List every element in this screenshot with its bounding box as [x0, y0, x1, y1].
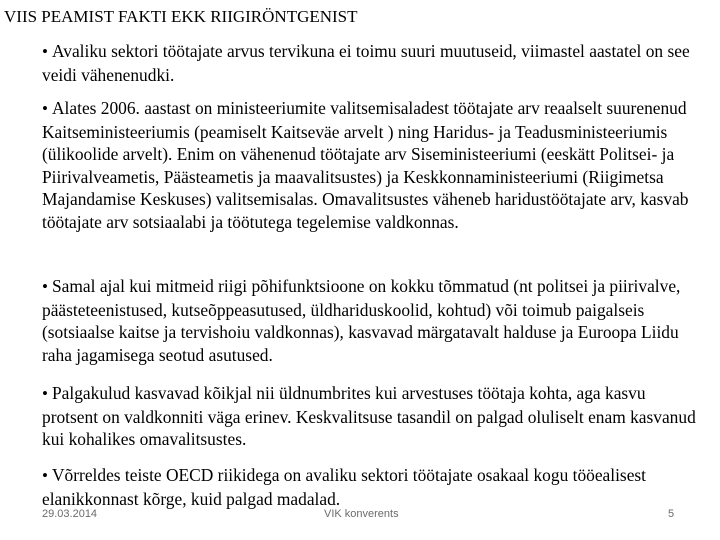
bullet-text: Palgakulud kasvavad kõikjal nii üldnumbrites kui arvestuses töötaja kohta, aga kasvu protsent on valdkonniti väga erinev. Keskvalitsuse tasandil on palgad oluliselt enam kasvanud kui kohalikes omavalitsustes. [42, 383, 696, 449]
bullet-text: Samal ajal kui mitmeid riigi põhifunktsioone on kokku tõmmatud (nt politsei ja piirivalve, päästeteenistused, kutseõppeasutused, üldhariduskoolid, kohtud) või toimub paigalseis (sotsiaalse kaitse ja tervishoiu valdkonnas), kasvavad märgatavalt halduse ja Euroopa Liidu raha jagamisega seotud asutused. [42, 276, 681, 365]
bullet-dot-icon: • [42, 384, 48, 403]
footer-date: 29.03.2014 [42, 508, 98, 520]
bullet-text: Alates 2006. aastast on ministeeriumite valitsemisaladest töötajate arv reaalselt suurenenud Kaitseministeeriumis (peamiselt Kaitseväe arvelt ) ning Haridus- ja Teadusministeeriumis (ülikoolide arvelt). Enim on vähenenud töötajate arv Siseministeeriumi (eeskätt Politsei- ja Piirivalveametis, Päästeametis ja maavalitsustes) ja Keskkonnaministeeriumi (Riigimetsa Majandamise Keskuses) valitsemisalas. Omavalitsustes väheneb haridustöötajate arv, kasvab töötajate arv sotsiaalabi ja töötutega tegelemise valdkonnas. [42, 98, 689, 232]
footer-event-name: VIK konverents [324, 508, 399, 520]
bullet-item [42, 40, 702, 86]
bullet-item [42, 382, 702, 451]
bullet-item [42, 275, 702, 366]
bullet-item [42, 464, 702, 510]
bullet-text: Võrreldes teiste OECD riikidega on avaliku sektori töötajate osakaal kogu tööealisest elanikkonnast kõrge, kuid palgad madalad. [42, 465, 647, 509]
footer-page-number: 5 [668, 508, 675, 520]
bullet-dot-icon: • [42, 42, 48, 61]
bullet-dot-icon: • [42, 466, 48, 485]
bullet-text: Avaliku sektori töötajate arvus tervikuna ei toimu suuri muutuseid, viimastel aastatel on see veidi vähenenudki. [42, 41, 690, 85]
slide-title: VIIS PEAMIST FAKTI EKK RIIGIRÖNTGENIST [4, 7, 358, 26]
bullet-item [42, 97, 702, 233]
bullet-dot-icon: • [42, 99, 48, 118]
bullet-dot-icon: • [42, 277, 48, 296]
